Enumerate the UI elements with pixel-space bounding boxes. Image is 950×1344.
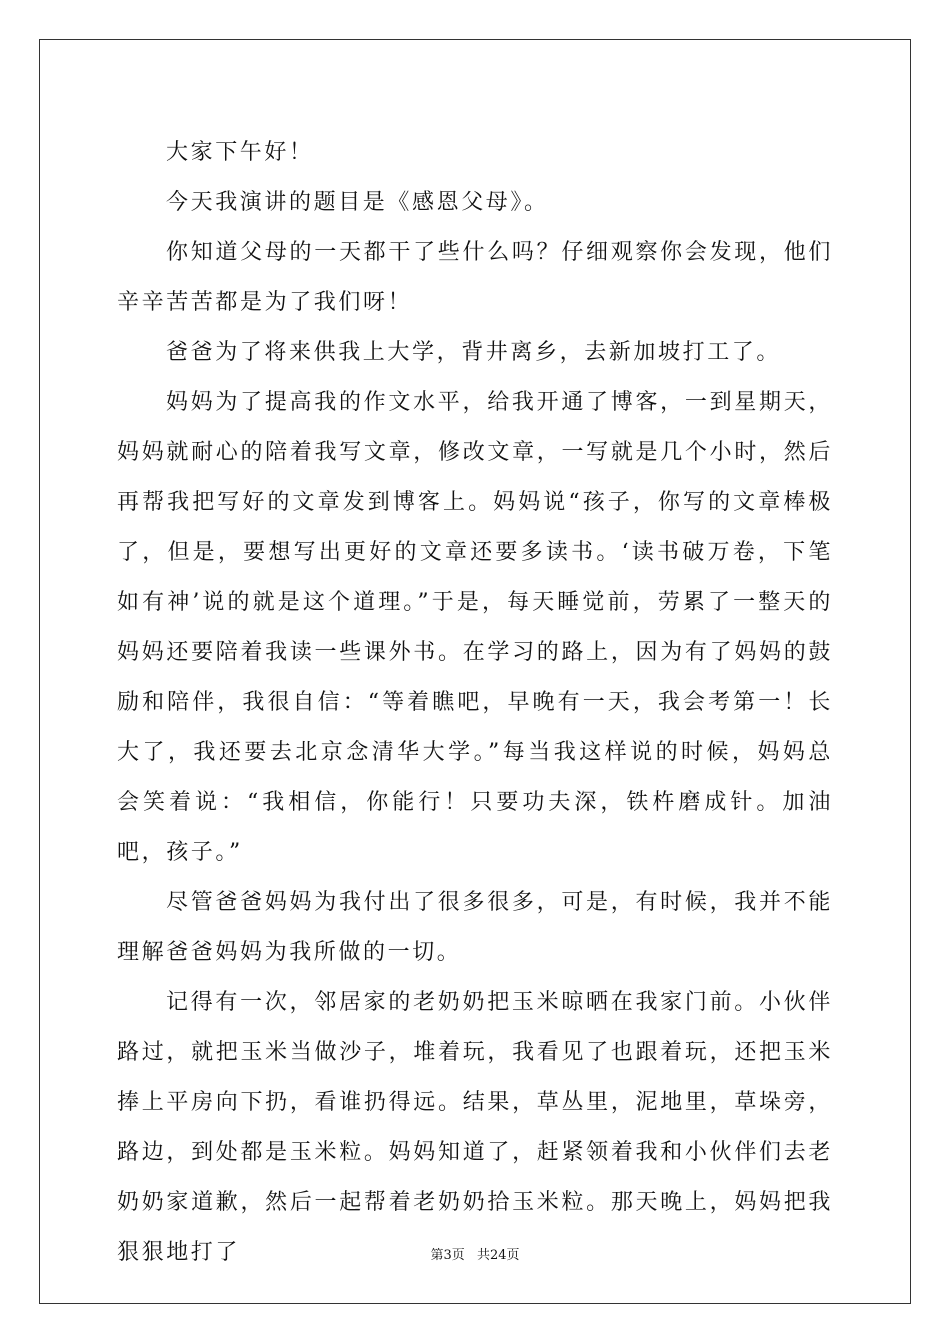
page-total: 共24页 [476,1248,520,1263]
paragraph: 妈妈为了提高我的作文水平，给我开通了博客，一到星期天，妈妈就耐心的陪着我写文章，修改文章，一写就是几个小时，然后再帮我把写好的文章发到博客上。妈妈说“孩子，你写的文章棒极了，但是，要想写出更好的文章还要多读书。‘读书破万卷，下笔如有神’说的就是这个道理。”于是，每天睡觉前，劳累了一整天的妈妈还要陪着我读一些课外书。在学习的路上，因为有了妈妈的鼓励和陪伴，我很自信：“等着瞧吧，早晚有一天，我会考第一！长大了，我还要去北京念清华大学。”每当我这样说的时候，妈妈总会笑着说：“我相信，你能行！只要功夫深，铁杵磨成针。加油吧，孩子。” [117,390,833,865]
paragraph: 大家下午好！ [166,140,314,165]
page-number: 第3页 [430,1248,465,1263]
document-body [117,128,833,1278]
page-footer [0,1246,950,1266]
paragraph: 记得有一次，邻居家的老奶奶把玉米晾晒在我家门前。小伙伴路过，就把玉米当做沙子，堆着玩，我看见了也跟着玩，还把玉米捧上平房向下扔，看谁扔得远。结果，草丛里，泥地里，草垛旁，路边，到处都是玉米粒。妈妈知道了，赶紧领着我和小伙伴们去老奶奶家道歉，然后一起帮着老奶奶拾玉米粒。那天晚上，妈妈把我狠狠地打了 [117,990,833,1265]
paragraph: 今天我演讲的题目是《感恩父母》。 [166,190,549,215]
paragraph: 爸爸为了将来供我上大学，背井离乡，去新加坡打工了。 [166,340,782,365]
paragraph: 你知道父母的一天都干了些什么吗？仔细观察你会发现，他们辛辛苦苦都是为了我们呀！ [117,240,833,315]
paragraph: 尽管爸爸妈妈为我付出了很多很多，可是，有时候，我并不能理解爸爸妈妈为我所做的一切。 [117,890,833,965]
